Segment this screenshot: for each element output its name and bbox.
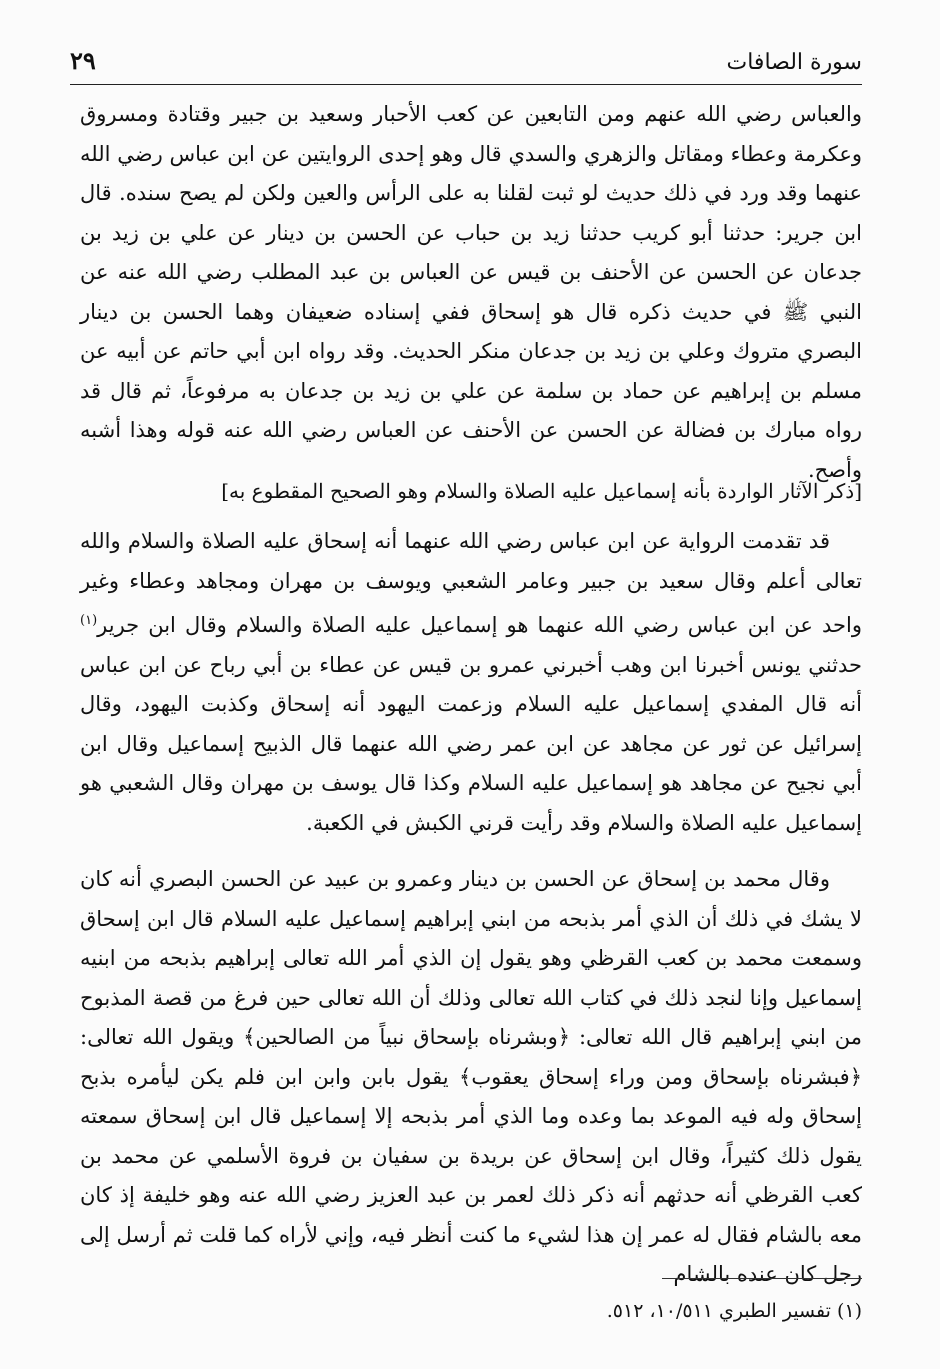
paragraph-2-part-a: قد تقدمت الرواية عن ابن عباس رضي الله عنهما أنه إسحاق عليه الصلاة والسلام والله تعالى أعلم وقال سعيد بن جبير وعامر الشعبي ويوسف بن مهران ومجاهد وعطاء وغير واحد عن ابن عباس رضي الله عنهما هو إسماعيل عليه الصلاة والسلام وقال ابن جرير bbox=[80, 529, 862, 637]
header-rule bbox=[70, 84, 862, 85]
paragraph-2 bbox=[80, 522, 862, 843]
paragraph-1: والعباس رضي الله عنهم ومن التابعين عن كعب الأحبار وسعيد بن جبير وقتادة ومسروق وعكرمة وعطاء ومقاتل والزهري والسدي قال وهو إحدى الروايتين عن ابن عباس رضي الله عنهما وقد ورد في ذلك حديث لو ثبت لقلنا به على الرأس والعين ولكن لم يصح سنده. قال ابن جرير: حدثنا أبو كريب حدثنا زيد بن حباب عن الحسن بن دينار عن علي بن زيد بن جدعان عن الحسن عن الأحنف بن قيس عن العباس بن عبد المطلب رضي الله عنه عن النبي ﷺ في حديث ذكره قال هو إسحاق ففي إسناده ضعيفان وهما الحسن بن دينار البصري متروك وعلي بن زيد بن جدعان منكر الحديث. وقد رواه ابن أبي حاتم عن أبيه عن مسلم بن إبراهيم عن حماد بن سلمة عن علي بن زيد بن جدعان به مرفوعاً، ثم قال قد رواه مبارك بن فضالة عن الحسن عن الأحنف عن العباس رضي الله عنه قوله وهذا أشبه وأصح. bbox=[80, 102, 862, 482]
page-number: ٢٩ bbox=[70, 46, 96, 75]
footnote-rule bbox=[662, 1278, 862, 1279]
paragraph-3: وقال محمد بن إسحاق عن الحسن بن دينار وعمرو بن عبيد عن الحسن البصري أنه كان لا يشك في ذلك أن الذي أمر بذبحه من ابني إبراهيم إسماعيل عليه السلام قال ابن إسحاق وسمعت محمد بن كعب القرظي وهو يقول إن الذي أمر الله تعالى إبراهيم بذبحه من ابنيه إسماعيل وإنا لنجد ذلك في كتاب الله تعالى وذلك أن الله تعالى حين فرغ من قصة المذبوح من ابني إبراهيم قال الله تعالى: ﴿وبشرناه بإسحاق نبياً من الصالحين﴾ ويقول الله تعالى: ﴿فبشرناه بإسحاق ومن وراء إسحاق يعقوب﴾ يقول بابن وابن ابن فلم يكن ليأمره بذبح إسحاق وله فيه الموعد بما وعده وما الذي أمر بذبحه إلا إسماعيل قال ابن إسحاق سمعته يقول ذلك كثيراً، وقال ابن إسحاق عن بريدة بن سفيان بن فروة الأسلمي عن محمد بن كعب القرظي أنه حدثهم أنه ذكر ذلك لعمر بن عبد العزيز رضي الله عنه وهو خليفة إذ كان معه بالشام فقال له عمر إن هذا لشيء ما كنت أنظر فيه، وإني لأراه كما قلت ثم أرسل إلى رجل كان عنده بالشام bbox=[80, 867, 862, 1286]
surah-title: سورة الصافات bbox=[726, 50, 862, 75]
paragraph-2-part-b: حدثني يونس أخبرنا ابن وهب أخبرني عمرو بن قيس عن عطاء بن أبي رباح عن ابن عباس أنه قال المفدي إسماعيل عليه السلام وزعمت اليهود أنه إسحاق وكذبت اليهود، وقال إسرائيل عن ثور عن مجاهد عن ابن عمر رضي الله عنهما قال الذبيح إسماعيل وقال ابن أبي نجيح عن مجاهد هو إسماعيل عليه السلام وكذا قال يوسف بن مهران وقال الشعبي هو إسماعيل عليه الصلاة والسلام وقد رأيت قرني الكبش في الكعبة. bbox=[80, 652, 862, 835]
footnote-marker: (١) bbox=[80, 613, 98, 628]
running-header bbox=[70, 46, 862, 80]
footnote: (١) تفسير الطبري ١٠/٥١١، ٥١٢. bbox=[606, 1300, 862, 1322]
section-heading: [ذكر الآثار الواردة بأنه إسماعيل عليه الصلاة والسلام وهو الصحيح المقطوع به] bbox=[221, 479, 862, 503]
